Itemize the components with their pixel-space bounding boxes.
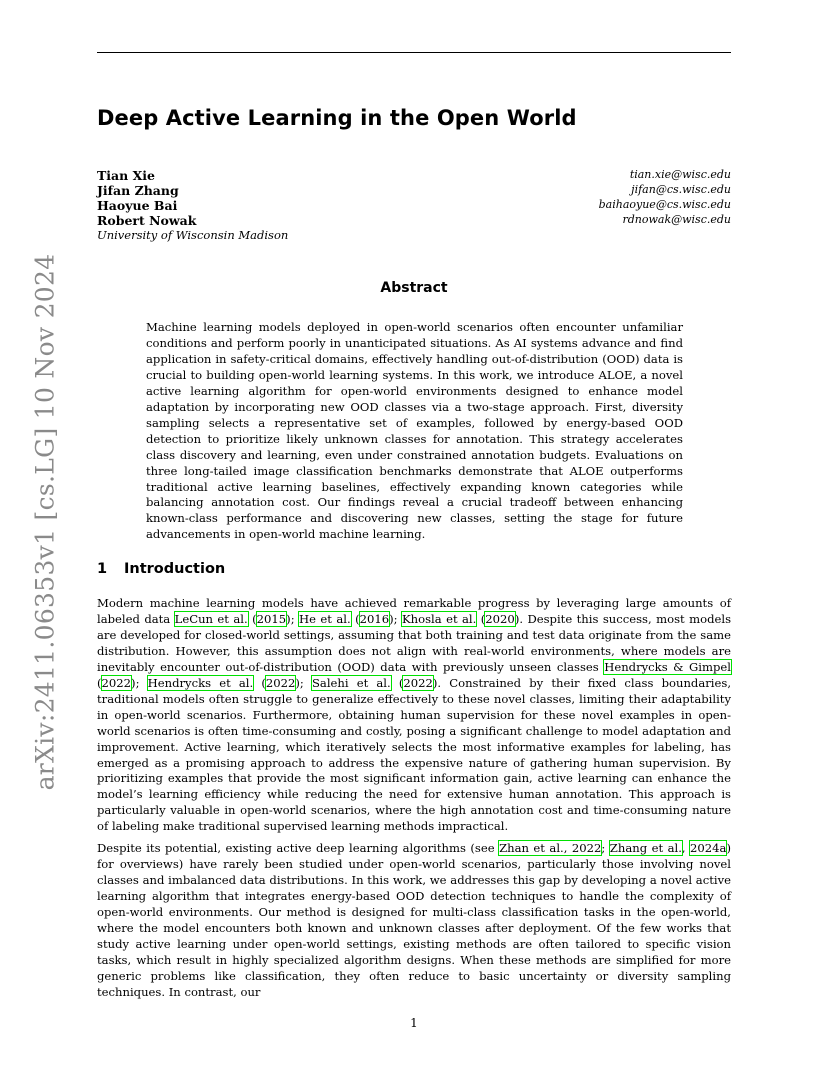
- author-name: Jifan Zhang: [97, 183, 179, 198]
- citation-year-link[interactable]: 2015: [256, 611, 287, 626]
- citation-link[interactable]: He et al.: [299, 611, 351, 626]
- section-heading: [97, 561, 225, 577]
- citation-link[interactable]: Zhang et al.: [609, 841, 682, 856]
- intro-paragraph-2: Despite its potential, existing active deep learning algorithms (see Zhan et al., 2022; Zhang et al., 2024a) for overviews) have rarely been studied under open-world scenarios, particularly those involving novel classes and imbalanced data distributions. In this work, we addresses this gap by developing a novel active learning algorithm that integrates energy-based OOD detection techniques to handle the complexity of open-world environments. Our method is designed for multi-class classification tasks in the open-world, where the model encounters both known and unknown classes after deployment. Of the few works that study active learning under open-world settings, existing methods are often tailored to specific vision tasks, which result in highly specialized algorithm designs. When these methods are simplified for more generic problems like classification, they often reduce to basic uncertainty or diversity sampling techniques. In contrast, our: [97, 841, 731, 999]
- author-name: Haoyue Bai: [97, 198, 178, 213]
- text-run: . Despite this success, most models are developed for closed-world settings, assuming that both training and test data originate from the same distribution. However, this assumption does not align with real-world environments, where models are inevitably encounter out-of-distribution (OOD) data with previously unseen classes: [97, 611, 732, 674]
- author-row: [97, 183, 731, 198]
- top-rule: [97, 52, 731, 53]
- page-number: 1: [410, 1016, 418, 1030]
- citation-link[interactable]: Khosla et al.: [401, 611, 477, 626]
- text-run: Despite its potential, existing active deep learning algorithms (see: [97, 841, 500, 856]
- citation-year-link[interactable]: 2022: [101, 675, 132, 690]
- citation-link[interactable]: Hendrycks et al.: [147, 675, 254, 690]
- author-row: [97, 168, 731, 183]
- intro-body: [97, 596, 731, 1001]
- citation-year-link[interactable]: 2020: [485, 611, 515, 626]
- paper-title: Deep Active Learning in the Open World: [97, 106, 577, 130]
- text-run: ;: [393, 611, 402, 626]
- arxiv-stamp: arXiv:2411.06353v1 [cs.LG] 10 Nov 2024: [30, 253, 60, 791]
- affiliation: University of Wisconsin Madison: [97, 228, 289, 242]
- text-run: Modern machine learning models have achieved remarkable progress by leveraging large amounts of labeled data: [97, 596, 731, 626]
- text-run: ;: [299, 675, 312, 690]
- author-email[interactable]: baihaoyue@cs.wisc.edu: [598, 198, 731, 211]
- text-run: ;: [290, 611, 300, 626]
- citation-year-link[interactable]: 2016: [359, 611, 390, 626]
- author-row: [97, 213, 731, 228]
- author-email[interactable]: rdnowak@wisc.edu: [622, 213, 731, 226]
- citation-year-link[interactable]: 2022: [403, 675, 433, 690]
- citation-link[interactable]: LeCun et al.: [174, 611, 248, 626]
- citation-year-link[interactable]: 2024a: [690, 841, 727, 856]
- text-run: . Constrained by their fixed class boundaries, traditional models often struggle to generalize effectively to these novel classes, limiting their adaptability in open-world scenarios. Furthermore, obtaining human supervision for these novel examples in open-world scenarios is often time-consuming and costly, posing a significant challenge to model adaptation and improvement. Active learning, which iteratively selects the most informative examples for labeling, has emerged as a promising approach to address the expensive nature of gathering human supervision. By prioritizing examples that provide the most significant information gain, active learning can enhance the model’s learning efficiency while reducing the need for extensive human annotation. This approach is particularly valuable in open-world scenarios, where the high annotation cost and time-consuming nature of labeling make traditional supervised learning methods impractical.: [97, 675, 731, 834]
- abstract-heading: Abstract: [380, 280, 448, 296]
- intro-paragraph-1: Modern machine learning models have achieved remarkable progress by leveraging large amounts of labeled data LeCun et al. (2015); He et al. (2016); Khosla et al. (2020). Despite this success, most models are developed for closed-world settings, assuming that both training and test data originate from the same distribution. However, this assumption does not align with real-world environments, where models are inevitably encounter out-of-distribution (OOD) data with previously unseen classes Hendrycks & Gimpel (2022); Hendrycks et al. (2022); Salehi et al. (2022). Constrained by their fixed class boundaries, traditional models often struggle to generalize effectively to these novel classes, limiting their adaptability in open-world scenarios. Furthermore, obtaining human supervision for these novel examples in open-world scenarios is often time-consuming and costly, posing a significant challenge to model adaptation and improvement. Active learning, which iteratively selects the most informative examples for labeling, has emerged as a promising approach to address the expensive nature of gathering human supervision. By prioritizing examples that provide the most significant information gain, active learning can enhance the model’s learning efficiency while reducing the need for extensive human annotation. This approach is particularly valuable in open-world scenarios, where the high annotation cost and time-consuming nature of labeling make traditional supervised learning methods impractical.: [97, 596, 732, 834]
- section-number: 1: [97, 561, 108, 577]
- author-email[interactable]: jifan@cs.wisc.edu: [631, 183, 731, 196]
- citation-link[interactable]: Zhan et al., 2022: [499, 841, 602, 856]
- author-name: Tian Xie: [97, 168, 155, 183]
- text-run: ;: [601, 841, 610, 856]
- citation-year-link[interactable]: 2022: [265, 675, 296, 690]
- section-title: Introduction: [124, 561, 226, 577]
- citation-link[interactable]: Salehi et al.: [311, 675, 391, 690]
- author-row: [97, 198, 731, 213]
- text-run: ) for overviews) have rarely been studied under open-world scenarios, particularly those involving novel classes and imbalanced data distributions. In this work, we addresses this gap by developing a novel active learning algorithm that integrates energy-based OOD detection techniques to handle the complexity of open-world environments. Our method is designed for multi-class classification tasks in the open-world, where the model encounters both known and unknown classes after deployment. Of the few works that study active learning under open-world settings, existing methods are often tailored to specific vision tasks, which result in highly specialized algorithm designs. When these methods are simplified for more generic problems like classification, they often reduce to basic uncertainty or diversity sampling techniques. In contrast, our: [97, 841, 731, 999]
- citation-link[interactable]: Hendrycks & Gimpel: [604, 659, 731, 674]
- author-name: Robert Nowak: [97, 213, 197, 228]
- text-run: ;: [135, 675, 148, 690]
- author-block: [97, 168, 731, 244]
- abstract-text: Machine learning models deployed in open-world scenarios often encounter unfamiliar conditions and perform poorly in unanticipated situations. As AI systems advance and find application in safety-critical domains, effectively handling out-of-distribution (OOD) data is crucial to building open-world learning systems. In this work, we introduce ALOE, a novel active learning algorithm for open-world environments designed to enhance model adaptation by incorporating new OOD classes via a two-stage approach. First, diversity sampling selects a representative set of examples, followed by energy-based OOD detection to prioritize likely unknown classes for annotation. This strategy accelerates class discovery and learning, even under constrained annotation budgets. Evaluations on three long-tailed image classification benchmarks demonstrate that ALOE outperforms traditional active learning baselines, effectively expanding known categories while balancing annotation cost. Our findings reveal a crucial tradeoff between enhancing known-class performance and discovering new classes, setting the stage for future advancements in open-world machine learning.: [146, 320, 683, 542]
- author-email[interactable]: tian.xie@wisc.edu: [629, 168, 731, 181]
